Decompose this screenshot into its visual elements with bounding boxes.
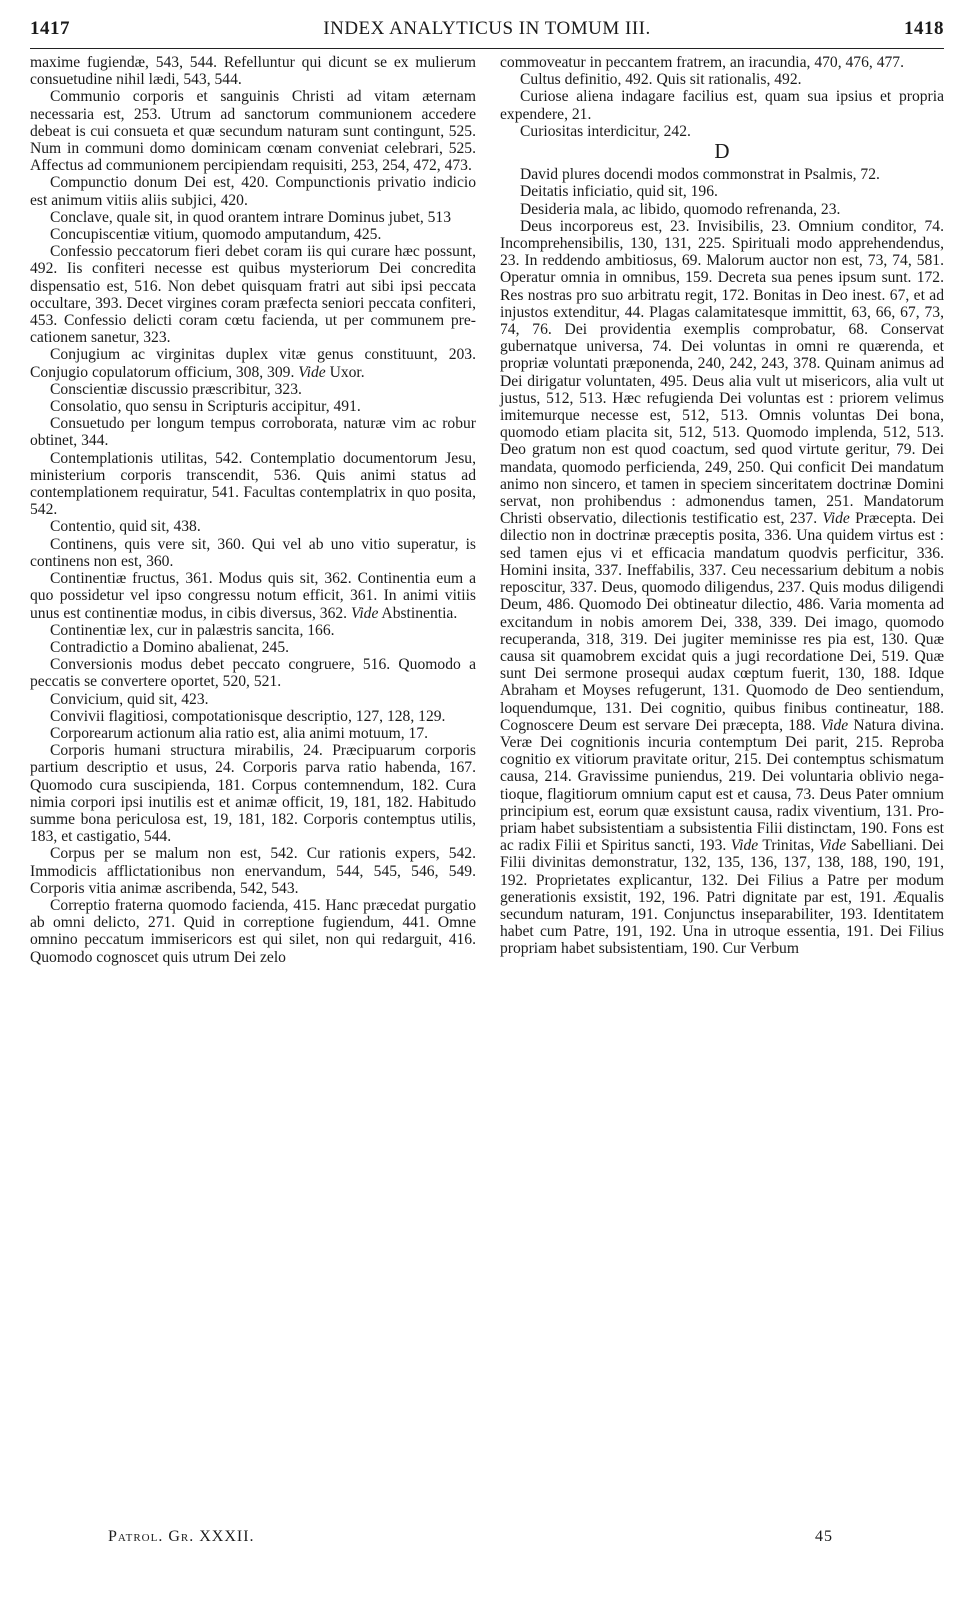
index-entry: Desideria mala, ac libido, quomodo refrenanda, 23. <box>520 200 841 218</box>
index-entry: Deus incorporeus est, 23. Invisibilis, 23. Omnium conditor, 74. Incomprehensibilis, 130, 131, 225. Spirituali modo apprehendendus, 23. In reddendo ambitiosus, 69. Malorum auctor non est, 73, 74, 581. Operatur omnia in omnibus, 159. Decreta sua penes ipsum sunt. 172. Res nostras pro suo arbitratu regit, 172. Bonitas in Deo inest. 67, et ad injustos extenditur, 44. Plagas calamitatesque immittit, 63, 66, 67, 73, 74, 76. Dei providentia exemplis comprobatur, 68. Conservat gubernatque universa, 74. Dei voluntas in omni re quærenda, et propriæ voluntati præponenda, 240, 242, 243, 378. Quinam animus ad Dei dirigatur voluntaten, 495. Deus alia vult ut misericors, alia vult ut justus, 512, 513. Hæc refugienda Dei voluntas est : priorem velimus imitemurque necesse est, 512, 513. Omnis voluntas Dei bona, quomodo etiam placita sit, 512, 513. Quomodo implenda, 512, 513. Deo gratum non est quod coactum, sed quod virtute geritur, 79. Dei mandata, quomodo perficienda, 249, 250. Qui conficit Dei mandatum animo non sincero, et tamen in speciem sinceritatem doctrinæ Domini servat, non prohibendus : admonendus tamen, 251. Mandatorum Christi observatio, dilectionis testificatio est, 237. Vide Præcepta. Dei dilectio non in doctrinæ præceptis posita, 336. Una quidem virtus est : sed tamen ejus vi et efficacia mandatum quodvis perficitur, 336. Homini insita, 337. Ineffabilis, 337. Ceu necessarium debitum a nobis reposcitur, 337. Deus, quomodo diligendus, 237. Quis modus diligendi Deum, 486. Quomodo Dei obtineatur dilectio, 486. Varia momenta ad excitandum in nobis amorem Dei, 338, 339. Dei imago, quomodo recuperanda, 318, 319. Dei jugiter meminisse res pia est, 130. Quæ causa sit quamobrem excidat quis a jugi recordatione Dei, 519. Quæ sunt Dei sermone prosequi audax cœptum fuerit, 130, 188. Idque Abraham et Moyses refugerunt, 131. Quomodo de Deo sentiendum, loquendumque, 131. Dei cognitio, quibus finibus contineatur, 188. Cognoscere Deum est servare Dei præcepta, 188. Vide Natura divina. Veræ Dei cognitionis incuria contemptum Dei parit, 215. Reproba cognitio ex vitiorum pravitate oritur, 215. Dei contemptus schismatum causa, 214. Gravissime puniendus, 219. Dei voluntaria oblivio negatioque, flagitiorum omnium caput est et causa, 73. Deus Pater omnium principium est, eorum quæ exsistunt causa, radix viventium, 131. Propriam habet subsistentiam a subsistentia Filii distinctam, 190. Fons est ac radix Filii et Spiritus sancti, 193. Vide Trinitas, Vide Sabelliani. Dei Filii divinitas demonstratur, 132, 135, 136, 137, 138, 188, 190, 191, 192. Proprietates explicantur, 132. Dei Filius a Patre per modum generationis exsistit, 192, 196. Patri dignitate par est, 191. Æqualis secundum naturam, 191. Conjunctus inseparabiliter, 193. Identitatem habet cum Patre, 191, 192. Una in utroque essentia, 191. Dei Filius propriam habet subsistentiam, 190. Cur Verbum <box>500 217 945 958</box>
index-entry: Communio corporis et sanguinis Christi ad vitam æternam necessaria est, 253. Utrum ad sanctorum communionem accedere debeat is cui consueta et quæ secundum naturam sunt contingunt, 525. Num in communi domo dominicam cœnam conveniat celebrari, 525. Affectus ad communionem percipiendam requisiti, 253, 254, 472, 473. <box>30 88 476 175</box>
index-entry: Conjugium ac virginitas duplex vitæ genus constituunt, 203. Conjugio copulatorum officium, 308, 309. Vide Uxor. <box>30 346 476 381</box>
section-letter: D <box>714 139 730 164</box>
index-entry: Corpus per se malum non est, 542. Cur rationis expers, 542. Immodicis afflictationibus non enervandum, 544, 545, 546, 549. Corporis vitia animæ ascribenda, 542, 543. <box>30 845 476 897</box>
index-entry: Continentiæ fructus, 361. Modus quis sit, 362. Continentia eum a quo possidetur vel ipso congressu notum efficit, 361. In animi vitiis unus est continentiæ modus, in cibis diversus, 362. Vide Abstinentia. <box>30 570 476 622</box>
index-entry: Corporis humani structura mirabilis, 24. Præcipuarum corporis partium descriptio et usus, 24. Corporis parva ratio habenda, 167. Quomodo cura suscipienda, 181. Corpus contemnendum, 182. Cura nimia corpori ipsi inutilis est et animæ officit, 19, 181, 182. Habitudo summe bona periculosa est, 19, 181, 182. Corporis contemptus utilis, 183, et castigatio, 544. <box>30 742 476 846</box>
index-entry: Deitatis inficiatio, quid sit, 196. <box>520 183 718 201</box>
index-entry: Conversionis modus debet peccato congruere, 516. Quomodo a peccatis se convertere oportet, 520, 521. <box>30 656 476 691</box>
page-number-right: 1418 <box>904 18 944 39</box>
footer-signature: 45 <box>815 1528 833 1545</box>
page-header <box>30 14 944 49</box>
index-entry: Curiositas interdicitur, 242. <box>520 122 691 140</box>
index-entry-continued: maxime fugiendæ, 543, 544. Refelluntur qui dicunt se ex mulierum consuetudine nihil lædi, 543, 544. <box>30 54 476 89</box>
footer-series: Patrol. Gr. XXXII. <box>108 1528 255 1545</box>
right-column <box>500 54 944 958</box>
index-entry: Compunctio donum Dei est, 420. Compunctionis privatio indicio est animum vitiis aliis subjici, 420. <box>30 174 476 209</box>
running-title: INDEX ANALYTICUS IN TOMUM III. <box>323 18 651 39</box>
index-entry: Conscientiæ discussio præscribitur, 323. <box>50 380 302 398</box>
left-column <box>30 54 476 966</box>
index-entry: Cultus definitio, 492. Quis sit rationalis, 492. <box>520 71 802 89</box>
index-entry: Conclave, quale sit, in quod orantem intrare Dominus jubet, 513 <box>50 208 452 226</box>
page-number-left: 1417 <box>30 18 70 39</box>
index-entry: David plures docendi modos commonstrat in Psalmis, 72. <box>520 166 880 184</box>
index-entry: Consuetudo per longum tempus corroborata, naturæ vim ac robur obtinet, 344. <box>30 415 476 450</box>
index-entry: Curiose aliena indagare facilius est, quam sua ipsius et propria expendere, 21. <box>500 88 944 123</box>
index-entry: Concupiscentiæ vitium, quomodo amputandum, 425. <box>50 226 382 244</box>
index-entry: Consolatio, quo sensu in Scripturis accipitur, 491. <box>50 398 361 416</box>
index-entry: Contentio, quid sit, 438. <box>50 518 201 536</box>
index-entry: Continentiæ lex, cur in palæstris sancita, 166. <box>50 621 335 639</box>
index-entry: Continens, quis vere sit, 360. Qui vel ab uno vitio superatur, is continens non est, 360. <box>30 535 476 570</box>
index-entry: Contemplationis utilitas, 542. Contemplatio documentorum Jesu, ministerium corporis transcendit, 536. Quis animi status ad contemplationem requiratur, 541. Facultas contemplatrix in quo posita, 542. <box>30 449 476 519</box>
index-entry: Correptio fraterna quomodo facienda, 415. Hanc præcedat purgatio ab omni delicto, 271. Quid in correptione fugiendum, 441. Omne omnino peccatum immisericors est qui silet, non qui redarguit, 416. Quomodo cognoscet quis utrum Dei zelo <box>30 896 476 966</box>
index-entry: Corporearum actionum alia ratio est, alia animi motuum, 17. <box>50 724 429 742</box>
index-entry-continued: commoveatur in peccantem fratrem, an iracundia, 470, 476, 477. <box>500 54 904 71</box>
index-entry: Contradictio a Domino abalienat, 245. <box>50 638 290 656</box>
index-entry: Convivii flagitiosi, compotationisque descriptio, 127, 128, 129. <box>50 707 446 725</box>
index-entry: Convicium, quid sit, 423. <box>50 690 209 708</box>
index-entry: Confessio peccatorum fieri debet coram iis qui curare hæc possunt, 492. Iis confiteri necesse est quibus mysteriorum Dei concredita dispensatio est, 516. Non debet quisquam fratri aut sibi ipsi peccata occultare, 393. Decet virgines coram præfecta seniori peccata confiteri, 453. Confessio delicti coram cœtu facienda, ut per communem precationem sanetur, 323. <box>30 243 476 347</box>
